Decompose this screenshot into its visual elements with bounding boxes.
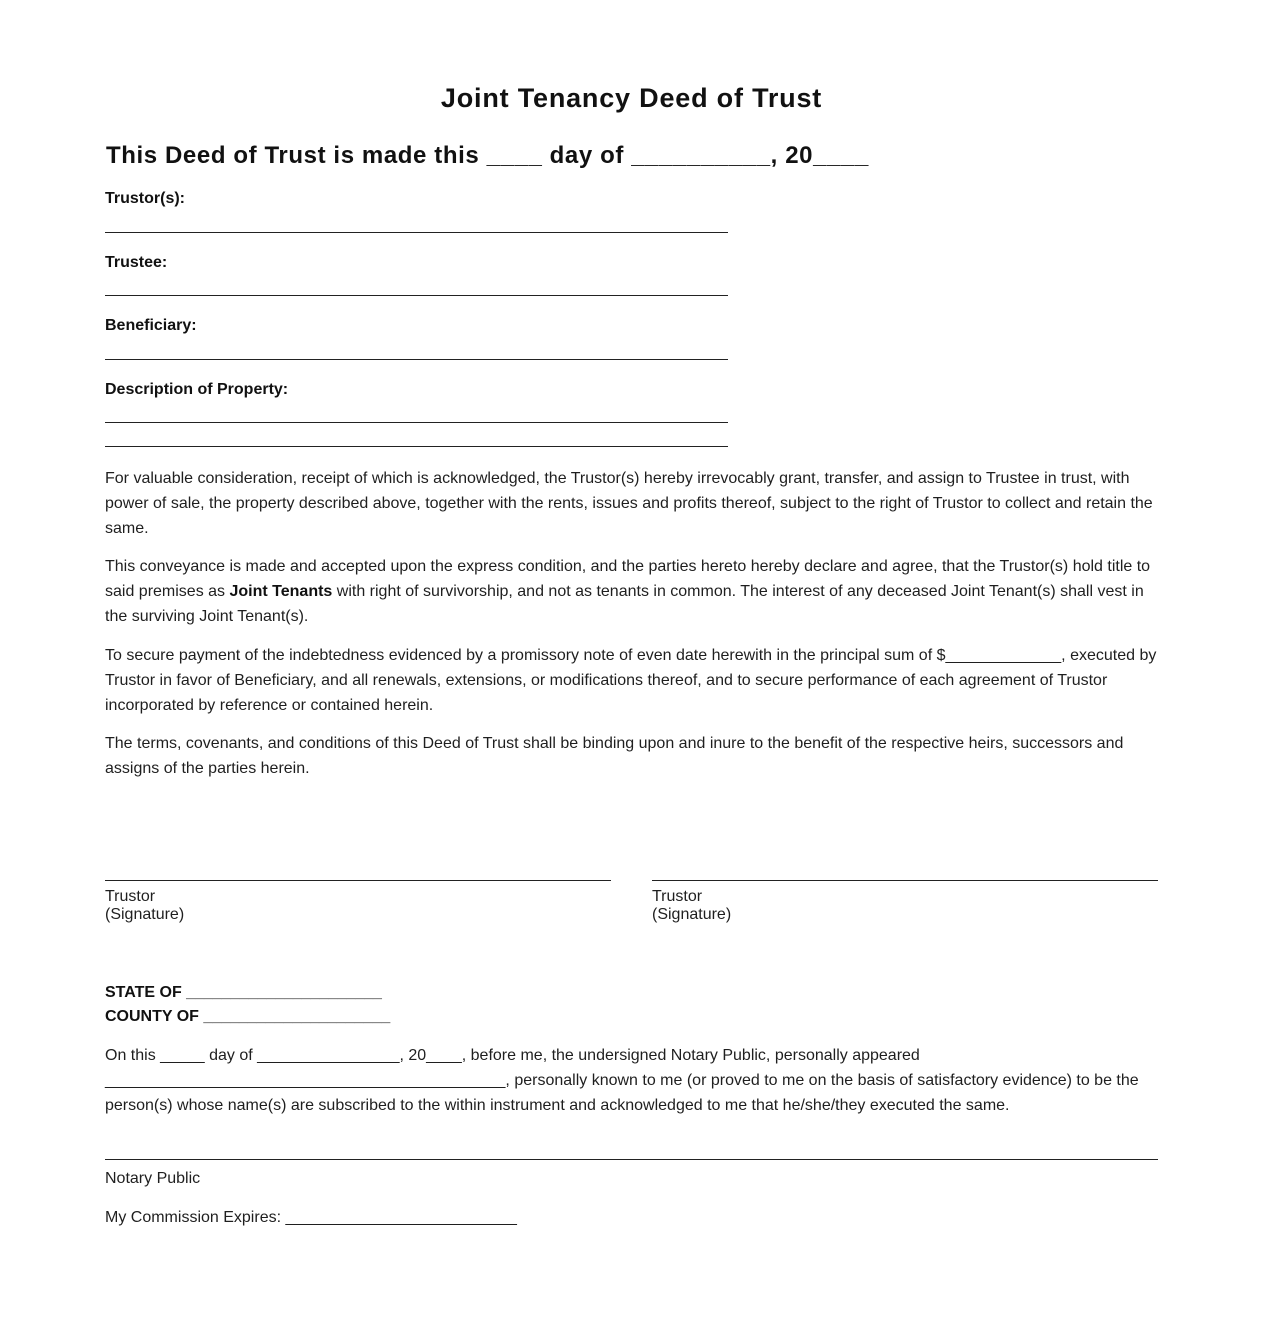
notary-signature-line[interactable] — [105, 1159, 1158, 1160]
property-description-blank-line-1[interactable] — [105, 422, 728, 423]
trustor-signature-line-2[interactable] — [652, 880, 1158, 881]
commission-expires-field[interactable]: My Commission Expires: __________________________ — [105, 1209, 517, 1226]
county-of-field[interactable]: COUNTY OF _____________________ — [105, 1008, 391, 1025]
trustor-signature-line-1[interactable] — [105, 880, 611, 881]
joint-tenancy-text-after: with right of survivorship, and not as tenants in common. The interest of any deceased Joint Tenant(s) shall vest in the surviving Joint Tenant(s). — [105, 583, 1144, 625]
document-title: Joint Tenancy Deed of Trust — [440, 83, 823, 113]
signature-note: (Signature) — [105, 906, 185, 923]
joint-tenants-emphasis: Joint Tenants — [229, 583, 333, 600]
trustors-label: Trustor(s): — [105, 190, 185, 207]
trustee-blank-line[interactable] — [105, 295, 728, 296]
trustors-blank-line[interactable] — [105, 232, 728, 233]
state-of-field[interactable]: STATE OF ______________________ — [105, 984, 382, 1001]
made-date-line[interactable]: This Deed of Trust is made this ____ day of __________, 20____ — [106, 142, 869, 169]
joint-tenancy-text-before: This conveyance is made and accepted upon the express condition, and the parties hereto hereby declare and agree, that the Trustor(s) hold title to said premises as — [105, 558, 1151, 600]
beneficiary-blank-line[interactable] — [105, 359, 728, 360]
beneficiary-label: Beneficiary: — [105, 317, 197, 334]
property-description-blank-line-2[interactable] — [105, 446, 728, 447]
trustor-signature-label-1 — [105, 888, 184, 924]
grant-paragraph: For valuable consideration, receipt of which is acknowledged, the Trustor(s) hereby irrevocably grant, transfer, and assign to Trustee in trust, with power of sale, the property described above, together with the rents, issues and profits thereof, subject to the right of Trustor to collect and retain the same. — [105, 470, 1153, 537]
signature-role: Trustor — [105, 888, 156, 905]
secure-payment-paragraph: To secure payment of the indebtedness evidenced by a promissory note of even date herewith in the principal sum of $_____________, executed by Trustor in favor of Beneficiary, and all renewals, extensions, or modifications thereof, and to secure performance of each agreement of Trustor incorporated by reference or contained herein. — [105, 647, 1157, 714]
notary-acknowledgment: On this _____ day of ________________, 20____, before me, the undersigned Notary Public, personally appeared _____________________________________________, personally known to me (or proved to me on the basis of satisfactory evidence) to be the person(s) whose name(s) are subscribed to the within instrument and acknowledged to me that he/she/they executed the same. — [105, 1047, 1139, 1114]
property-description-label: Description of Property: — [105, 381, 289, 398]
binding-terms-paragraph: The terms, covenants, and conditions of this Deed of Trust shall be binding upon and inure to the benefit of the respective heirs, successors and assigns of the parties herein. — [105, 735, 1124, 777]
trustor-signature-label-2 — [652, 888, 731, 924]
joint-tenancy-paragraph — [105, 554, 1163, 629]
signature-role: Trustor — [652, 888, 703, 905]
signature-note: (Signature) — [652, 906, 732, 923]
notary-public-label: Notary Public — [105, 1170, 201, 1187]
trustee-label: Trustee: — [105, 254, 168, 271]
